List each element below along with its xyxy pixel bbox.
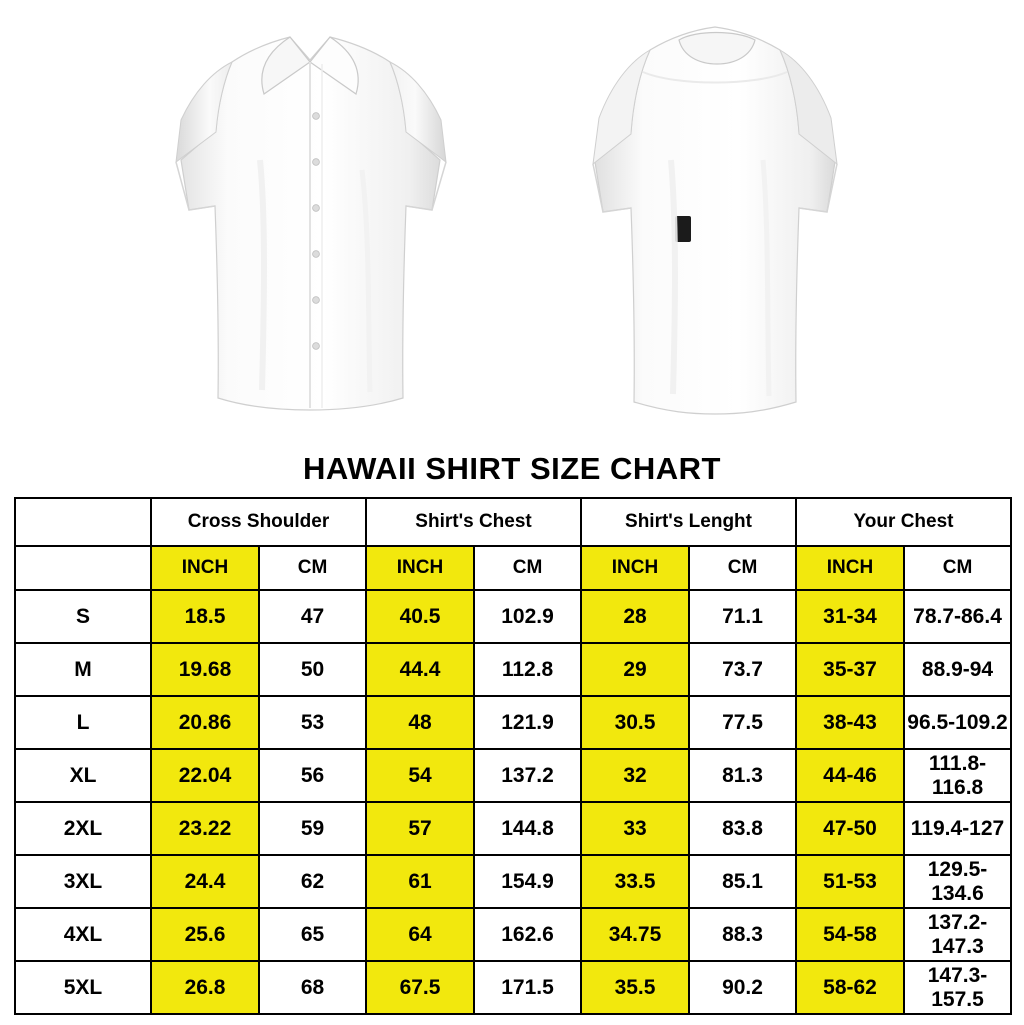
shirt-illustrations — [0, 0, 1024, 445]
cell-your-chest-cm: 119.4-127 — [904, 802, 1011, 855]
unit-inch-cross-shoulder: INCH — [151, 546, 259, 590]
cell-shirts-length-inch: 33.5 — [581, 855, 689, 908]
cell-cross-shoulder-inch: 25.6 — [151, 908, 259, 961]
cell-shirts-length-cm: 83.8 — [689, 802, 796, 855]
shirt-front-view — [140, 10, 480, 430]
cell-shirts-chest-cm: 137.2 — [474, 749, 581, 802]
cell-your-chest-inch: 47-50 — [796, 802, 904, 855]
cell-your-chest-inch: 44-46 — [796, 749, 904, 802]
cell-your-chest-inch: 35-37 — [796, 643, 904, 696]
size-label: 5XL — [15, 961, 151, 1014]
unit-inch-your-chest: INCH — [796, 546, 904, 590]
cell-shirts-chest-cm: 112.8 — [474, 643, 581, 696]
cell-your-chest-inch: 51-53 — [796, 855, 904, 908]
cell-shirts-chest-inch: 40.5 — [366, 590, 474, 643]
group-cross-shoulder: Cross Shoulder — [151, 498, 366, 546]
cell-cross-shoulder-cm: 56 — [259, 749, 366, 802]
cell-shirts-chest-cm: 102.9 — [474, 590, 581, 643]
cell-shirts-chest-cm: 121.9 — [474, 696, 581, 749]
table-row — [15, 590, 1011, 643]
unit-cm-cross-shoulder: CM — [259, 546, 366, 590]
table-row — [15, 643, 1011, 696]
cell-shirts-chest-inch: 61 — [366, 855, 474, 908]
cell-shirts-length-inch: 29 — [581, 643, 689, 696]
unit-cm-shirts-length: CM — [689, 546, 796, 590]
table-row — [15, 802, 1011, 855]
cell-shirts-length-inch: 35.5 — [581, 961, 689, 1014]
cell-cross-shoulder-inch: 19.68 — [151, 643, 259, 696]
size-label: L — [15, 696, 151, 749]
table-row — [15, 961, 1011, 1014]
cell-cross-shoulder-cm: 50 — [259, 643, 366, 696]
cell-cross-shoulder-cm: 62 — [259, 855, 366, 908]
cell-your-chest-inch: 54-58 — [796, 908, 904, 961]
cell-your-chest-cm: 129.5-134.6 — [904, 855, 1011, 908]
size-label: XL — [15, 749, 151, 802]
cell-shirts-chest-cm: 144.8 — [474, 802, 581, 855]
cell-shirts-length-cm: 90.2 — [689, 961, 796, 1014]
table-row — [15, 908, 1011, 961]
cell-shirts-length-cm: 85.1 — [689, 855, 796, 908]
cell-your-chest-cm: 78.7-86.4 — [904, 590, 1011, 643]
size-label: 2XL — [15, 802, 151, 855]
page-title: HAWAII SHIRT SIZE CHART — [303, 451, 721, 486]
cell-cross-shoulder-cm: 59 — [259, 802, 366, 855]
cell-shirts-chest-cm: 162.6 — [474, 908, 581, 961]
size-label: 3XL — [15, 855, 151, 908]
cell-shirts-chest-cm: 154.9 — [474, 855, 581, 908]
cell-cross-shoulder-inch: 22.04 — [151, 749, 259, 802]
cell-cross-shoulder-inch: 24.4 — [151, 855, 259, 908]
group-header-row — [15, 498, 1011, 546]
unit-cm-shirts-chest: CM — [474, 546, 581, 590]
size-label: 4XL — [15, 908, 151, 961]
cell-your-chest-cm: 137.2-147.3 — [904, 908, 1011, 961]
cell-shirts-length-cm: 88.3 — [689, 908, 796, 961]
cell-shirts-length-inch: 32 — [581, 749, 689, 802]
cell-your-chest-cm: 147.3-157.5 — [904, 961, 1011, 1014]
unit-cm-your-chest: CM — [904, 546, 1011, 590]
unit-header-row — [15, 546, 1011, 590]
cell-cross-shoulder-inch: 18.5 — [151, 590, 259, 643]
cell-cross-shoulder-cm: 47 — [259, 590, 366, 643]
unit-inch-shirts-chest: INCH — [366, 546, 474, 590]
size-label: M — [15, 643, 151, 696]
cell-cross-shoulder-cm: 53 — [259, 696, 366, 749]
cell-your-chest-inch: 58-62 — [796, 961, 904, 1014]
cell-shirts-length-inch: 33 — [581, 802, 689, 855]
table-row — [15, 749, 1011, 802]
cell-shirts-length-inch: 28 — [581, 590, 689, 643]
cell-shirts-chest-inch: 64 — [366, 908, 474, 961]
cell-shirts-length-cm: 77.5 — [689, 696, 796, 749]
cell-shirts-chest-inch: 57 — [366, 802, 474, 855]
cell-cross-shoulder-inch: 26.8 — [151, 961, 259, 1014]
cell-cross-shoulder-inch: 20.86 — [151, 696, 259, 749]
corner-cell — [15, 498, 151, 546]
cell-shirts-length-cm: 71.1 — [689, 590, 796, 643]
cell-your-chest-inch: 31-34 — [796, 590, 904, 643]
cell-shirts-length-inch: 34.75 — [581, 908, 689, 961]
size-label: S — [15, 590, 151, 643]
cell-cross-shoulder-cm: 65 — [259, 908, 366, 961]
unit-corner-cell — [15, 546, 151, 590]
cell-cross-shoulder-cm: 68 — [259, 961, 366, 1014]
cell-your-chest-cm: 88.9-94 — [904, 643, 1011, 696]
cell-shirts-chest-inch: 48 — [366, 696, 474, 749]
group-your-chest: Your Chest — [796, 498, 1011, 546]
cell-cross-shoulder-inch: 23.22 — [151, 802, 259, 855]
size-chart-table — [14, 497, 1012, 1015]
cell-your-chest-cm: 111.8-116.8 — [904, 749, 1011, 802]
table-row — [15, 696, 1011, 749]
cell-shirts-chest-inch: 44.4 — [366, 643, 474, 696]
cell-shirts-length-inch: 30.5 — [581, 696, 689, 749]
cell-your-chest-cm: 96.5-109.2 — [904, 696, 1011, 749]
cell-your-chest-inch: 38-43 — [796, 696, 904, 749]
unit-inch-shirts-length: INCH — [581, 546, 689, 590]
cell-shirts-length-cm: 81.3 — [689, 749, 796, 802]
shirt-back-view — [555, 10, 885, 430]
group-shirts-chest: Shirt's Chest — [366, 498, 581, 546]
cell-shirts-chest-inch: 67.5 — [366, 961, 474, 1014]
cell-shirts-chest-cm: 171.5 — [474, 961, 581, 1014]
cell-shirts-length-cm: 73.7 — [689, 643, 796, 696]
size-chart-table-wrap — [0, 497, 1024, 1025]
cell-shirts-chest-inch: 54 — [366, 749, 474, 802]
table-row — [15, 855, 1011, 908]
group-shirts-length: Shirt's Lenght — [581, 498, 796, 546]
